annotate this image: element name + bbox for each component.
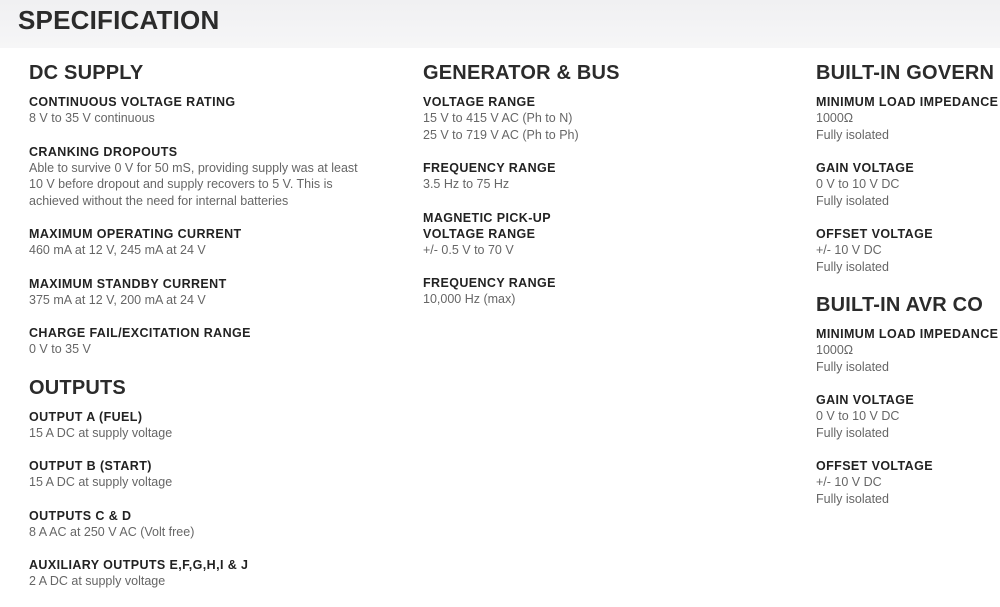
spec-label: MINIMUM LOAD IMPEDANCE bbox=[816, 95, 999, 109]
spec-item bbox=[29, 144, 399, 210]
spec-value: 15 A DC at supply voltage bbox=[29, 425, 173, 440]
spec-value: 375 mA at 12 V, 200 mA at 24 V bbox=[29, 292, 206, 307]
spec-item bbox=[816, 392, 1000, 441]
spec-item bbox=[29, 508, 399, 541]
spec-label: CHARGE FAIL/EXCITATION RANGE bbox=[29, 326, 251, 340]
spec-value: Able to survive 0 V for 50 mS, providing supply was at least bbox=[29, 160, 358, 175]
spec-item bbox=[29, 557, 399, 590]
spec-value: 8 V to 35 V continuous bbox=[29, 111, 155, 125]
spec-label: MAGNETIC PICK-UP bbox=[423, 210, 551, 225]
spec-label: OUTPUT A (FUEL) bbox=[29, 409, 143, 424]
section-title-generator-bus: GENERATOR & BUS bbox=[423, 62, 620, 84]
spec-item bbox=[816, 94, 1000, 143]
spec-item bbox=[816, 226, 1000, 275]
spec-value: Fully isolated bbox=[816, 193, 889, 208]
spec-value: 1000Ω bbox=[816, 111, 854, 125]
section-title-built-in-avr: BUILT-IN AVR CO bbox=[816, 294, 984, 316]
spec-value: Fully isolated bbox=[816, 425, 889, 440]
spec-label: GAIN VOLTAGE bbox=[816, 393, 915, 407]
spec-label: OFFSET VOLTAGE bbox=[816, 227, 933, 241]
spec-value: 0 V to 35 V bbox=[29, 342, 91, 356]
spec-item bbox=[816, 326, 1000, 375]
spec-item bbox=[423, 160, 783, 193]
spec-label: MINIMUM LOAD IMPEDANCE bbox=[816, 327, 999, 341]
spec-label: MAXIMUM STANDBY CURRENT bbox=[29, 276, 227, 291]
spec-value: Fully isolated bbox=[816, 259, 889, 274]
spec-value: achieved without the need for internal batteries bbox=[29, 193, 289, 208]
spec-item bbox=[423, 210, 783, 259]
spec-label: OUTPUT B (START) bbox=[29, 459, 152, 473]
spec-item bbox=[816, 458, 1000, 507]
spec-value: 10,000 Hz (max) bbox=[423, 292, 516, 306]
spec-label: CRANKING DROPOUTS bbox=[29, 144, 178, 159]
spec-value: Fully isolated bbox=[816, 127, 889, 142]
spec-value: 460 mA at 12 V, 245 mA at 24 V bbox=[29, 243, 206, 257]
spec-value: Fully isolated bbox=[816, 491, 889, 506]
spec-value: 1000Ω bbox=[816, 343, 854, 357]
section-title-outputs: OUTPUTS bbox=[29, 376, 126, 399]
spec-item bbox=[423, 94, 783, 143]
spec-value: 15 V to 415 V AC (Ph to N) bbox=[423, 111, 573, 125]
spec-label: FREQUENCY RANGE bbox=[423, 276, 556, 290]
spec-value: 0 V to 10 V DC bbox=[816, 177, 900, 191]
spec-value: +/- 10 V DC bbox=[816, 475, 882, 489]
page-title: SPECIFICATION bbox=[18, 5, 220, 35]
spec-label: AUXILIARY OUTPUTS E,F,G,H,I & J bbox=[29, 558, 249, 572]
spec-value: 25 V to 719 V AC (Ph to Ph) bbox=[423, 127, 579, 142]
spec-value: 3.5 Hz to 75 Hz bbox=[423, 177, 510, 191]
spec-value: +/- 10 V DC bbox=[816, 243, 882, 257]
spec-value: +/- 0.5 V to 70 V bbox=[423, 242, 514, 257]
spec-item bbox=[423, 275, 783, 308]
spec-item bbox=[29, 226, 399, 259]
spec-value: Fully isolated bbox=[816, 359, 889, 374]
spec-item bbox=[816, 160, 1000, 209]
spec-label: VOLTAGE RANGE bbox=[423, 95, 536, 109]
spec-column-2 bbox=[423, 60, 783, 325]
spec-column-1 bbox=[29, 60, 399, 607]
section-title-dc-supply: DC SUPPLY bbox=[29, 62, 144, 84]
spec-label: FREQUENCY RANGE bbox=[423, 161, 556, 175]
spec-label: CONTINUOUS VOLTAGE RATING bbox=[29, 95, 236, 109]
spec-value: 8 A AC at 250 V AC (Volt free) bbox=[29, 524, 195, 539]
spec-item bbox=[29, 325, 399, 358]
spec-label: VOLTAGE RANGE bbox=[423, 226, 536, 241]
spec-item bbox=[29, 458, 399, 491]
spec-label: OFFSET VOLTAGE bbox=[816, 459, 933, 473]
spec-label: MAXIMUM OPERATING CURRENT bbox=[29, 227, 242, 241]
section-title-built-in-governor: BUILT-IN GOVERN bbox=[816, 62, 995, 84]
spec-label: GAIN VOLTAGE bbox=[816, 161, 915, 175]
spec-value: 10 V before dropout and supply recovers to 5 V. This is bbox=[29, 177, 333, 191]
spec-item bbox=[29, 276, 399, 309]
spec-column-3 bbox=[816, 60, 1000, 524]
spec-item bbox=[29, 94, 399, 127]
spec-value: 2 A DC at supply voltage bbox=[29, 574, 166, 588]
spec-value: 0 V to 10 V DC bbox=[816, 409, 900, 423]
spec-item bbox=[29, 409, 399, 442]
spec-value: 15 A DC at supply voltage bbox=[29, 475, 173, 489]
page-header bbox=[0, 0, 1000, 48]
spec-label: OUTPUTS C & D bbox=[29, 508, 132, 523]
